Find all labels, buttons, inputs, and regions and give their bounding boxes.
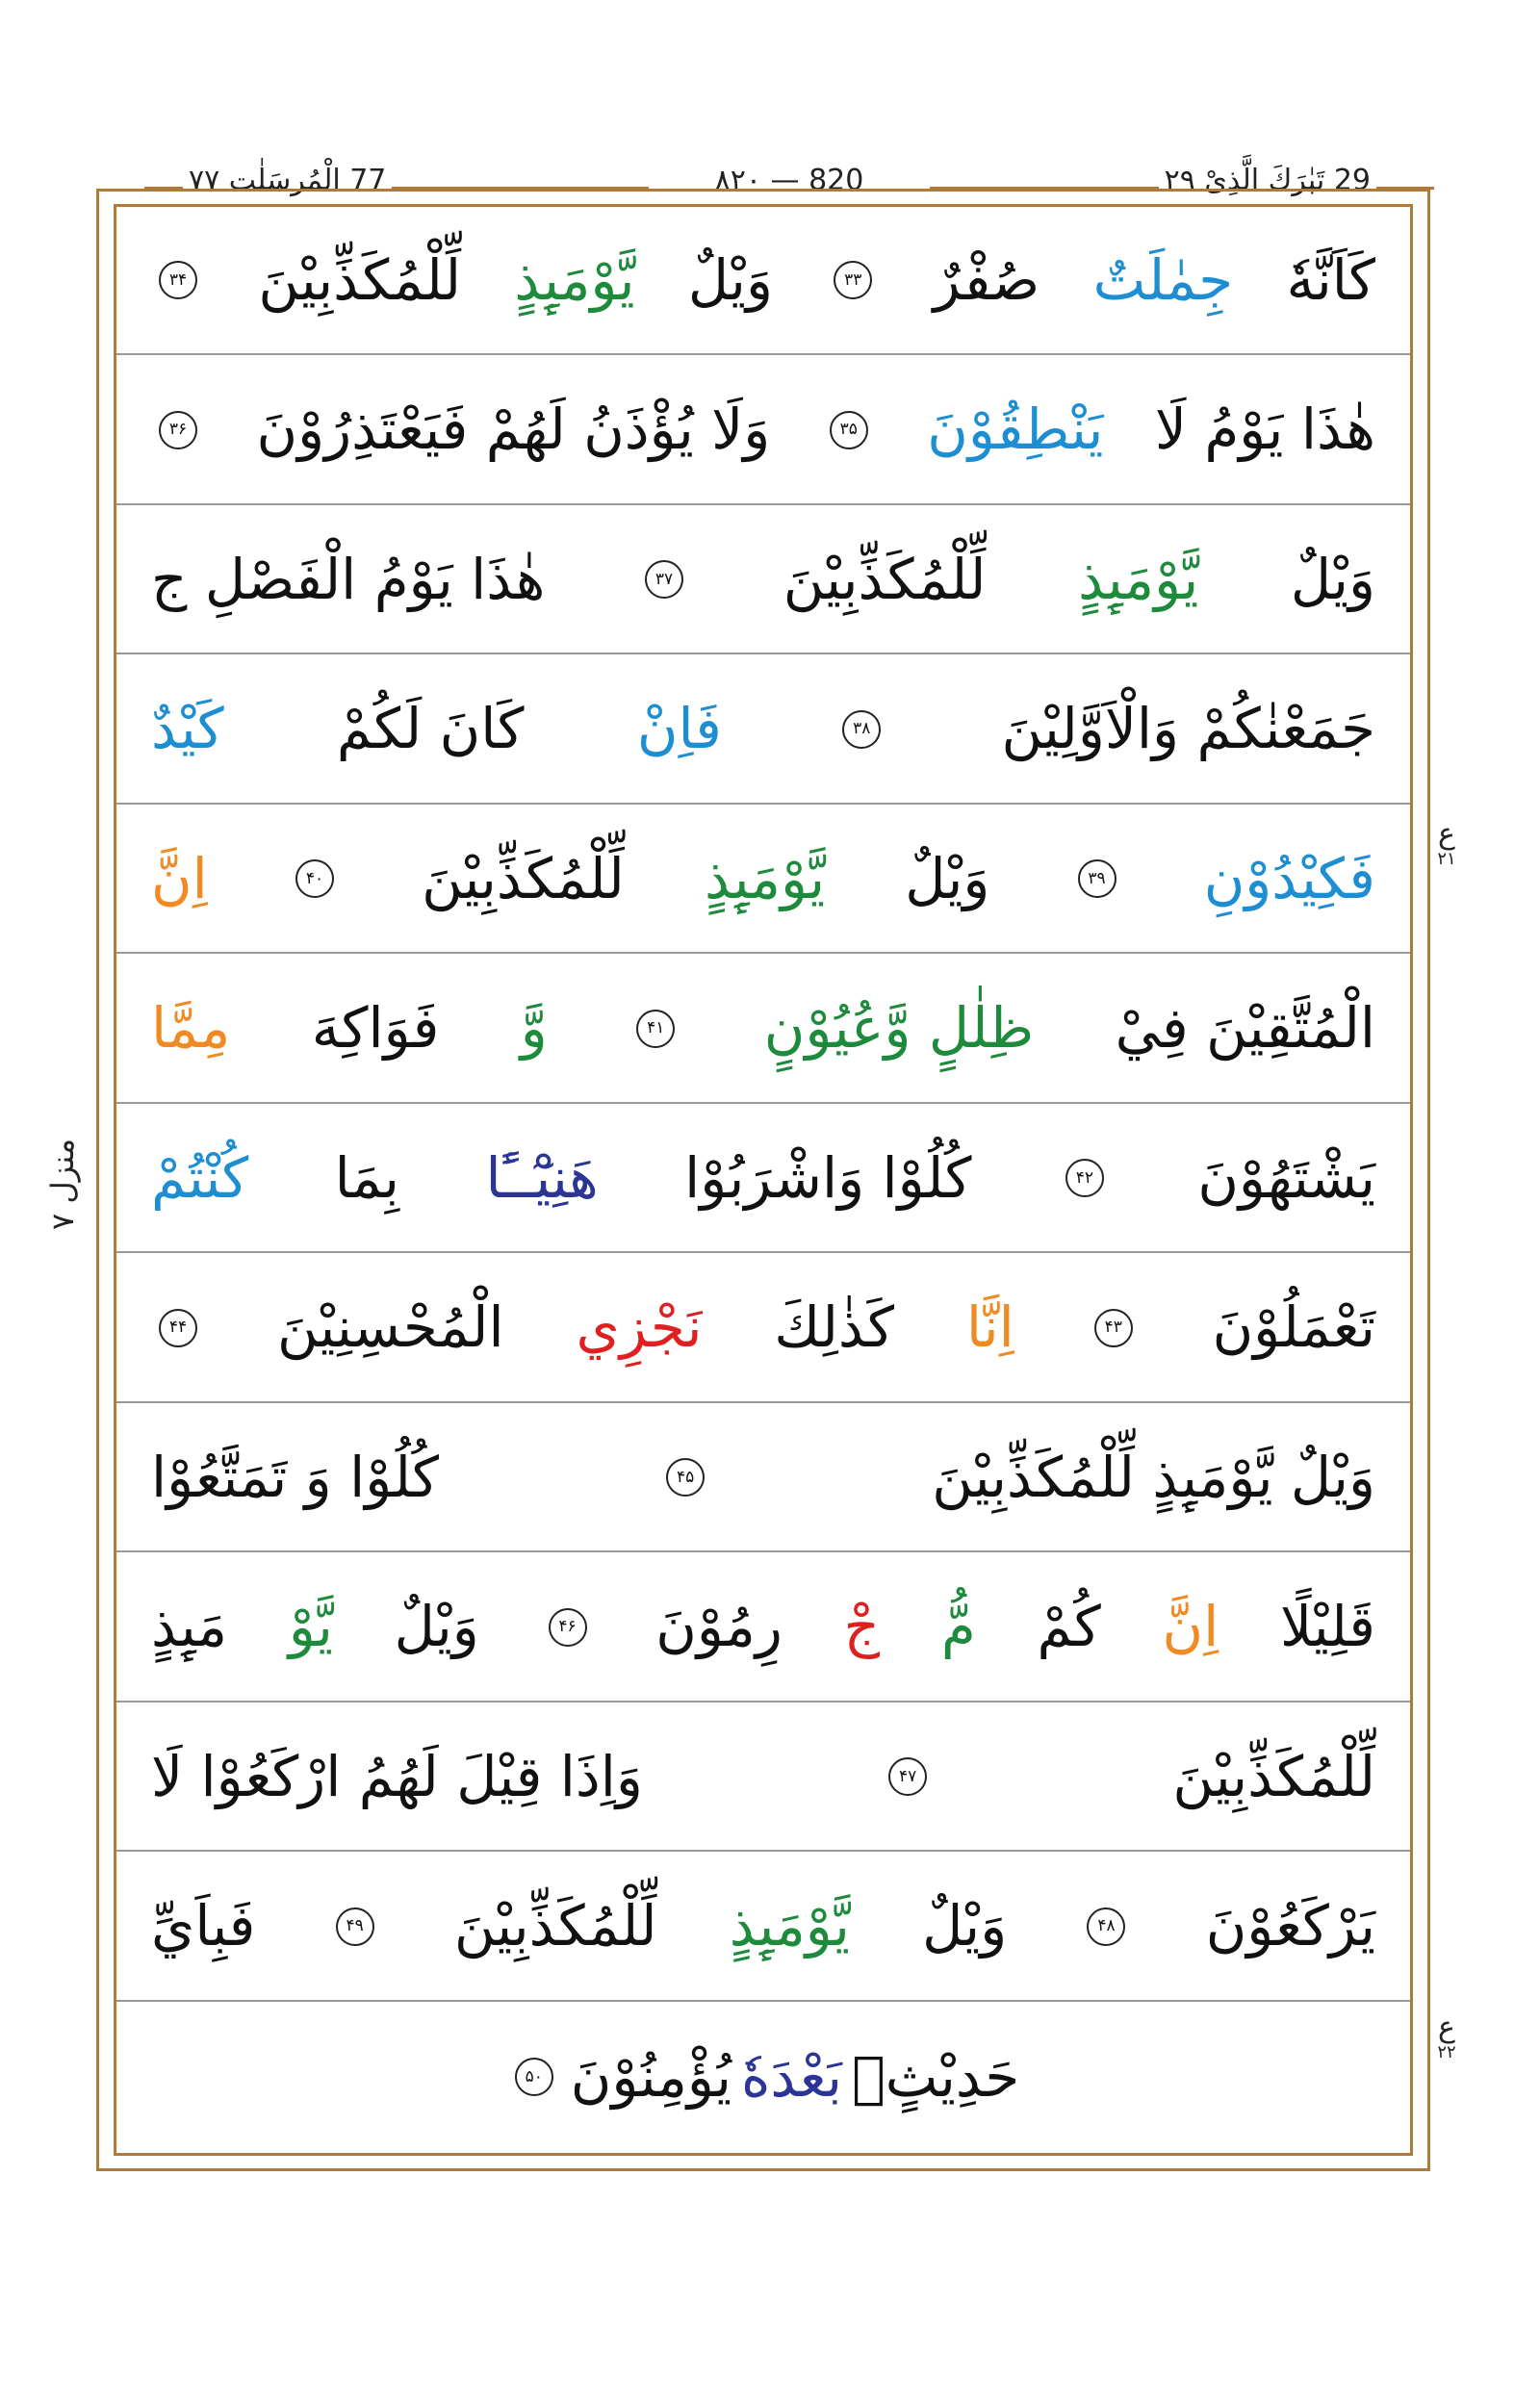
verse-text: هٰذَا يَوْمُ الْفَصْلِ ج [151,546,546,612]
verse-line [116,656,1410,805]
juz-name: 29 تَبٰرَكَ الَّذِیْ ۲۹ [1159,162,1376,200]
verse-text: ظِلٰلٍ وَّعُيُوْنٍ [763,995,1035,1062]
verse-text: يَشْتَهُوْنَ [1197,1144,1375,1211]
verse-text: وَيْلٌ [687,246,773,313]
verse-text: صُفْرٌ [933,246,1040,313]
ayah-number-marker: ۴۷ [888,1757,927,1796]
ayah-number-marker: ۴۹ [336,1907,374,1946]
verse-text: يَّوْمَىِٕذٍ [514,246,635,313]
verse-text: جَمَعْنٰكُمْ وَالْاَوَّلِيْنَ [1001,696,1375,762]
verse-text: هٰذَا يَوْمُ لَا [1154,397,1375,463]
ayah-number-marker: ۴۱ [636,1010,675,1048]
verse-text: كُمْ [1037,1594,1101,1660]
verse-text: لِّلْمُكَذِّبِيْنَ [453,1893,657,1959]
ruku-marker-2-number: ۲۲ [1437,2042,1456,2062]
ayah-number-marker: ۴۵ [666,1458,705,1497]
verse-text: وَيْلٌ [1290,546,1375,612]
verse-text: بِمَا [334,1144,400,1211]
verse-text: حَدِيْثٍۭ [852,2043,1020,2110]
verse-line [116,1105,1410,1253]
ruku-marker-1-symbol: ع [1438,817,1455,851]
ayah-number-marker: ۴۶ [549,1608,587,1647]
verse-text: لِّلْمُكَذِّبِيْنَ [1172,1743,1375,1809]
verse-text: كَاَنَّهٗ [1286,246,1375,313]
verse-text: كَيْدٌ [151,696,224,762]
verse-text: لِّلْمُكَذِّبِيْنَ [422,845,625,911]
ayah-number-marker: ۴۰ [295,859,334,898]
verse-line [116,1554,1410,1703]
verse-line [116,207,1410,355]
verse-text: اِنَّا [965,1294,1014,1361]
ayah-number-marker: ۴۴ [159,1309,197,1347]
verse-text: تَعْمَلُوْنَ [1212,1294,1375,1361]
verse-text: وَلَا يُؤْذَنُ لَهُمْ فَيَعْتَذِرُوْنَ [256,397,771,463]
ayah-number-marker: ۴۳ [1094,1309,1133,1347]
verse-text: يَّوْمَىِٕذٍ [704,845,826,911]
verse-line [116,806,1410,954]
manzil-marker: منزل ۷ [44,1138,81,1230]
text-lines [116,207,1410,2153]
verse-text: وَيْلٌ [905,845,990,911]
ruku-marker-2 [1423,2011,1471,2062]
verse-text: وَيْلٌ يَّوْمَىِٕذٍ لِّلْمُكَذِّبِيْنَ [932,1444,1375,1510]
verse-text: كُلُوْا وَ تَمَتَّعُوْا [151,1444,440,1510]
verse-text: يَنْطِقُوْنَ [927,397,1104,463]
page-number: ۸۲۰ — 820 [649,162,930,200]
verse-text: هَنِيْٓــًٔا [485,1144,599,1211]
verse-text: جِمٰلَتٌ [1092,246,1234,313]
ayah-number-marker: ۴۲ [1065,1159,1104,1197]
verse-text: اِنَّ [1162,1594,1219,1660]
verse-text: وَيْلٌ [922,1893,1008,1959]
verse-text: كَذٰلِكَ [774,1294,894,1361]
verse-text: وَّ [520,995,548,1062]
verse-text: لِّلْمُكَذِّبِيْنَ [783,546,987,612]
ayah-number-marker: ۳۶ [159,411,197,449]
verse-text: وَيْلٌ [394,1594,479,1660]
verse-text: مُّ [940,1594,976,1660]
verse-text: اِنَّ [151,845,208,911]
ayah-number-marker: ۳۷ [645,560,683,599]
verse-line [116,1404,1410,1552]
verse-text: يَرْكَعُوْنَ [1205,1893,1375,1959]
verse-line [116,956,1410,1104]
verse-text: الْمُتَّقِيْنَ فِيْ [1115,995,1375,1062]
verse-text: يَّوْمَىِٕذٍ [729,1893,850,1959]
verse-line [116,1255,1410,1403]
verse-line [116,2003,1410,2151]
ayah-number-marker: ۵۰ [515,2058,553,2096]
verse-text: رِمُوْنَ [655,1594,783,1660]
verse-line [116,1854,1410,2002]
verse-text: لِّلْمُكَذِّبِيْنَ [258,246,462,313]
surah-name: 77 الْمُرسَلٰت ۷۷ [183,162,392,200]
verse-line [116,1703,1410,1852]
ayah-number-marker: ۳۸ [842,710,881,749]
verse-text: بَعْدَهٗ [741,2043,842,2110]
verse-line [116,357,1410,505]
ayah-number-marker: ۳۴ [159,261,197,299]
verse-text: مِمَّا [151,995,231,1062]
verse-text: كَانَ لَكُمْ [336,696,525,762]
verse-text: نَجْزِي [576,1294,703,1361]
verse-text: قَلِيْلًا [1279,1594,1375,1660]
verse-text: فَوَاكِهَ [311,995,440,1062]
ayah-number-marker: ۴۸ [1087,1907,1125,1946]
ruku-marker-1-number: ۲۱ [1437,849,1456,869]
verse-text: جْ [843,1594,881,1660]
ayah-number-marker: ۳۵ [830,411,868,449]
verse-text: فَاِنْ [636,696,722,762]
verse-text: كُنْتُمْ [151,1144,249,1211]
ayah-number-marker: ۳۹ [1078,859,1116,898]
verse-text: فَبِاَيِّ [151,1893,256,1959]
verse-line [116,506,1410,654]
ayah-number-marker: ۳۳ [834,261,872,299]
verse-text: يَّوْ [288,1594,333,1660]
ruku-marker-1 [1423,818,1471,869]
ruku-marker-2-symbol: ع [1438,2010,1455,2044]
verse-text: مَىِٕذٍ [151,1594,228,1660]
verse-text: وَاِذَا قِيْلَ لَهُمُ ارْكَعُوْا لَا [151,1743,643,1809]
verse-text: يُؤْمِنُوْنَ [570,2043,732,2110]
verse-text: الْمُحْسِنِيْنَ [276,1294,504,1361]
verse-text: فَكِيْدُوْنِ [1203,845,1375,911]
verse-text: كُلُوْا وَاشْرَبُوْا [684,1144,972,1211]
verse-text: يَّوْمَىِٕذٍ [1078,546,1199,612]
